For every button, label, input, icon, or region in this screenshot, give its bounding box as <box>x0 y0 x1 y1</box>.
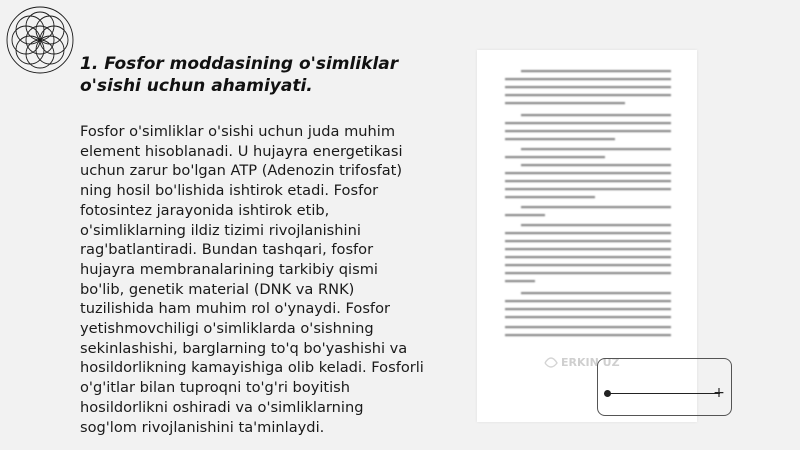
frame-slider-dot-icon <box>604 390 611 397</box>
frame-plus-icon: + <box>713 385 725 401</box>
watermark-text: ERKIN UZ <box>561 356 620 369</box>
slide-title: 1. Fosfor moddasining o'simliklar o'sishi uchun ahamiyati. <box>80 54 399 96</box>
spirograph-logo-icon <box>4 4 76 76</box>
frame-slider-track <box>604 393 720 394</box>
slide-body-text: Fosfor o'simliklar o'sishi uchun juda muhim element hisoblanadi. U hujayra energetikasi uchun zarur bo'lgan ATP (Adenozin trifosfat) ning hosil bo'lishida ishtirok etadi. Fosfor fotosintez jarayonida ishtirok etib, o'simliklarning ildiz tizimi rivojlanishini rag'batlantiradi. Bundan tashqari, fosfor hujayra membranalarining tarkibiy qismi bo'lib, genetik material (DNK va RNK) tuzilishida ham muhim rol o'ynaydi. Fosfor yetishmovchiligi o'simliklarda o'sishning sekinlashishi, barglarning to'q bo'yashishi va hosildorlikning kamayishiga olib keladi. Fosforli o'g'itlar bilan tuproqni to'g'ri boyitish hosildorlikni oshiradi va o'simliklarning sog'lom rivojlanishini ta'minlaydi. <box>80 123 424 436</box>
